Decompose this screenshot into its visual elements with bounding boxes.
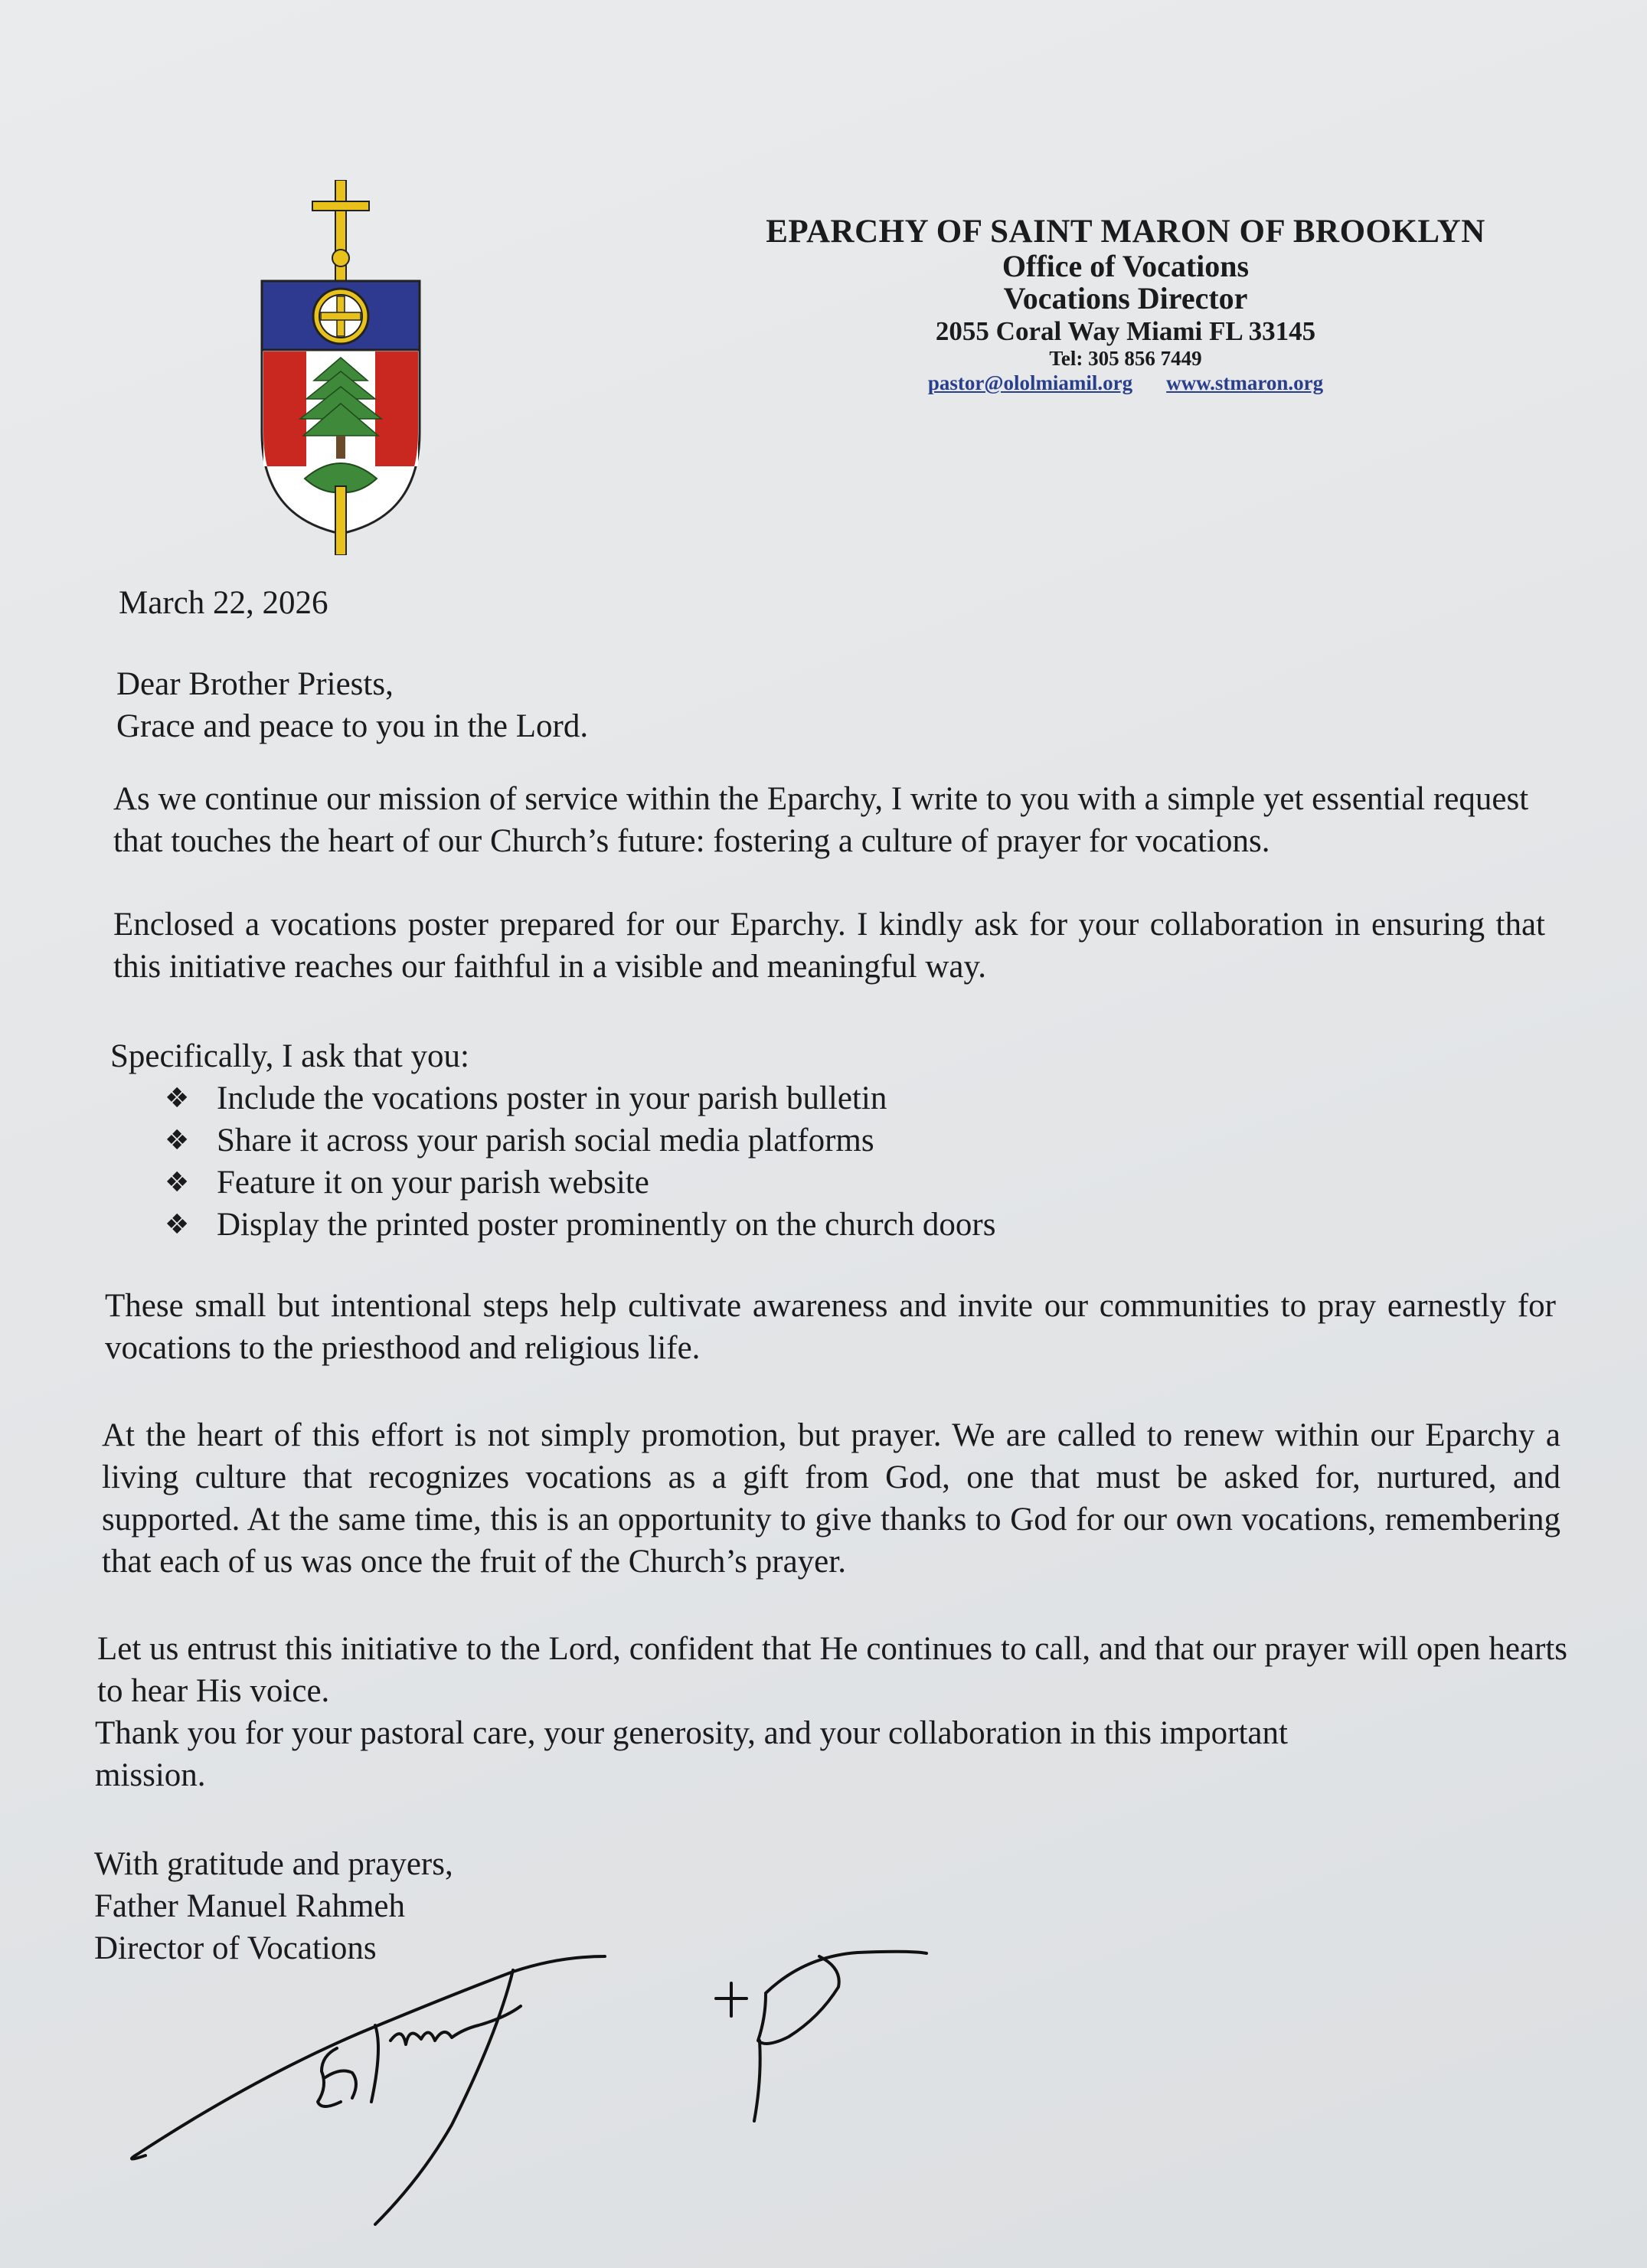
website-link[interactable]: www.stmaron.org xyxy=(1166,371,1324,395)
address: 2055 Coral Way Miami FL 33145 xyxy=(935,316,1316,347)
handwritten-signature-icon xyxy=(130,1910,942,2232)
letter-date: March 22, 2026 xyxy=(119,585,328,621)
office-name: Office of Vocations xyxy=(1002,249,1250,284)
diamond-bullet-icon: ❖ xyxy=(165,1209,190,1240)
paragraph-6-end: mission. xyxy=(95,1757,206,1793)
salutation: Dear Brother Priests, xyxy=(116,666,394,702)
list-item: ❖ Share it across your parish social media platforms xyxy=(165,1119,995,1162)
email-link[interactable]: pastor@ololmiamil.org xyxy=(927,371,1133,395)
closing: With gratitude and prayers, xyxy=(94,1846,453,1882)
diamond-bullet-icon: ❖ xyxy=(165,1167,190,1198)
greeting: Grace and peace to you in the Lord. xyxy=(116,708,589,744)
salutation-block xyxy=(116,663,588,747)
paragraph-6 xyxy=(95,1712,1569,1796)
paragraph-1: As we continue our mission of service within the Eparchy, I write to you with a simple yet essential request that touches the heart of our Church’s future: fostering a culture of prayer for vocations. xyxy=(113,781,1529,859)
paragraph-2: Enclosed a vocations poster prepared for our Eparchy. I kindly ask for your collaboration in ensuring that this initiative reaches our faithful in a visible and meaningful way. xyxy=(113,907,1545,985)
telephone: Tel: 305 856 7449 xyxy=(1049,346,1202,370)
paragraph-3: These small but intentional steps help cultivate awareness and invite our communities to pray earnestly for vocations to the priesthood and religious life. xyxy=(105,1288,1556,1366)
paragraph-6-text: Thank you for your pastoral care, your generosity, and your collaboration in this important xyxy=(95,1715,1288,1751)
letterhead xyxy=(689,214,1562,394)
paragraph-4: At the heart of this effort is not simply promotion, but prayer. We are called to renew within our Eparchy a living culture that recognizes vocations as a gift from God, one that must be asked for, nurtured, and supported. At the same time, this is an opportunity to give thanks to God for our own vocations, remembering that each of us was once the fruit of the Church’s prayer. xyxy=(102,1417,1560,1580)
list-item: ❖ Include the vocations poster in your parish bulletin xyxy=(165,1077,995,1119)
director-title: Vocations Director xyxy=(1003,281,1248,316)
organization-name: EPARCHY OF SAINT MARON OF BROOKLYN xyxy=(766,214,1485,250)
contact-links xyxy=(689,372,1562,394)
diamond-bullet-icon: ❖ xyxy=(165,1083,190,1114)
paragraph-5: Let us entrust this initiative to the Lord, confident that He continues to call, and that our prayer will open hearts to hear His voice. xyxy=(97,1631,1567,1709)
request-list xyxy=(165,1077,995,1246)
diamond-bullet-icon: ❖ xyxy=(165,1125,190,1156)
request-intro: Specifically, I ask that you: xyxy=(110,1038,469,1074)
coat-of-arms-icon xyxy=(253,180,429,555)
list-item: ❖ Feature it on your parish website xyxy=(165,1162,995,1204)
list-item: ❖ Display the printed poster prominently on the church doors xyxy=(165,1204,995,1246)
signer-title: Director of Vocations xyxy=(94,1930,377,1966)
signer-name: Father Manuel Rahmeh xyxy=(94,1888,406,1924)
